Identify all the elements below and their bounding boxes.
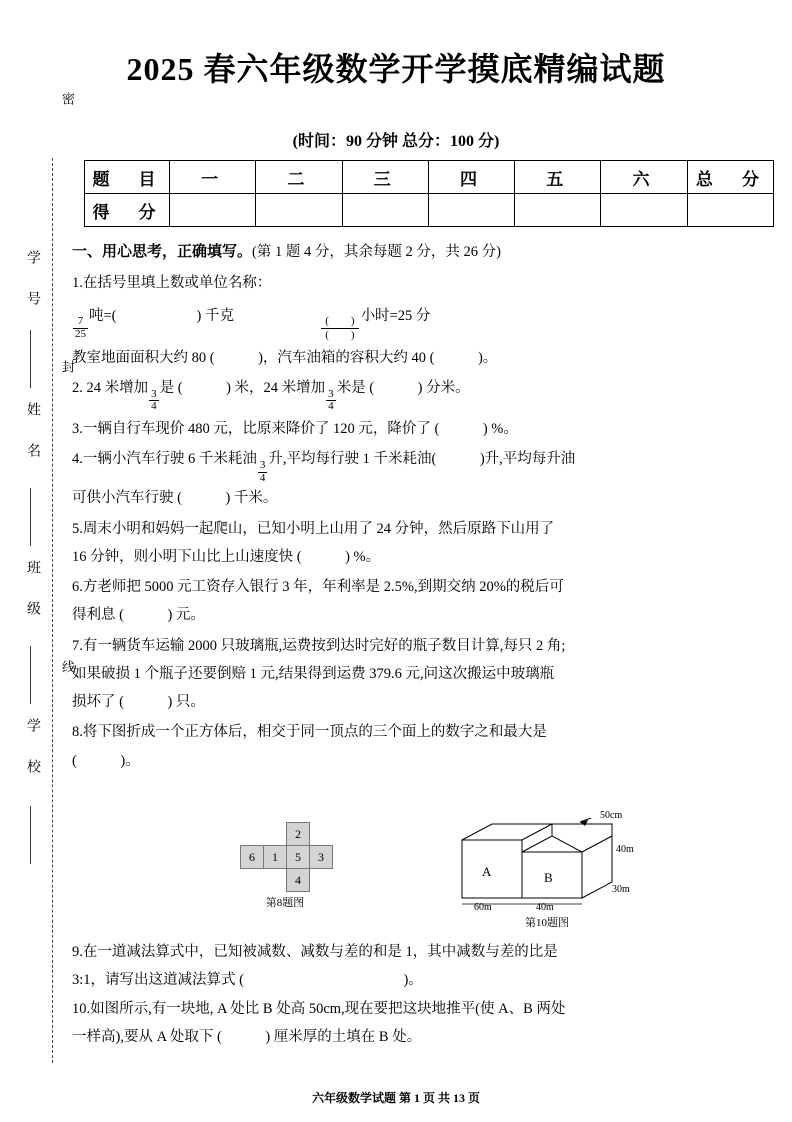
fraction-3-4: $\frac{3}{4}$ xyxy=(151,387,157,413)
table-row xyxy=(85,161,774,194)
net-cell-empty xyxy=(241,869,264,892)
seal-mark-xuehao: 学 号 xyxy=(25,250,40,311)
net-cell: 1 xyxy=(264,846,287,869)
figure-8-caption: 第8题图 xyxy=(265,897,305,909)
question-1-lead: 1.在括号里填上数或单位名称： xyxy=(72,275,272,292)
fraction-blank[interactable]: $\frac{( )}{( )}$ xyxy=(321,315,358,341)
table-row xyxy=(85,194,774,227)
question-body xyxy=(72,238,772,775)
q2-part3: 米是 ( ) 分米。 xyxy=(336,380,470,396)
seal-word-mi: 密 xyxy=(60,92,75,109)
table-row xyxy=(241,823,333,846)
q4-part2: 升,平均每行驶 1 千米耗油( )升,平均每升油 xyxy=(268,451,576,468)
q1-a-text: 吨=( xyxy=(89,307,117,324)
dim-40m-bottom: 40m xyxy=(536,902,554,913)
net-cell: 2 xyxy=(287,823,310,846)
score-value-cell[interactable] xyxy=(428,194,514,227)
question-1-items xyxy=(72,300,772,342)
seal-mark-xuexiao: 学 校 xyxy=(25,718,40,779)
score-header-cell: 一 xyxy=(170,161,256,194)
question-7-cont2: 损坏了 ( ) 只。 xyxy=(72,694,205,711)
dim-60m: 60m xyxy=(474,902,492,913)
question-5: 5.周末小明和妈妈一起爬山，已知小明上山用了 24 分钟，然后原路下山用了 xyxy=(72,520,555,537)
score-value-cell[interactable] xyxy=(170,194,256,227)
question-4 xyxy=(72,445,772,484)
question-7: 7.有一辆货车运输 2000 只玻璃瓶,运费按到达时完好的瓶子数目计算,每只 2 角; xyxy=(72,637,566,654)
q2-part1: 2. 24 米增加 xyxy=(72,380,149,396)
net-cell: 6 xyxy=(241,846,264,869)
question-4-cont: 可供小汽车行驶 ( ) 千米。 xyxy=(72,490,278,507)
label-a: A xyxy=(482,864,492,879)
section-1-heading: 一、用心思考，正确填写。 xyxy=(72,244,253,260)
label-b: B xyxy=(544,870,553,885)
net-cell-empty xyxy=(264,823,287,846)
net-cell-empty xyxy=(241,823,264,846)
score-header-cell: 六 xyxy=(601,161,687,194)
q4-part1: 4.一辆小汽车行驶 6 千米耗油 xyxy=(72,451,257,468)
score-header-cell: 四 xyxy=(428,161,514,194)
question-5-cont: 16 分钟，则小明下山比上山速度快 ( ) %。 xyxy=(72,548,381,565)
seal-mark-banji: 班 级 xyxy=(25,560,40,621)
question-6-cont: 得利息 ( ) 元。 xyxy=(72,607,205,624)
score-value-cell[interactable] xyxy=(342,194,428,227)
seal-dashed-line xyxy=(52,158,53,1063)
score-label-cell: 得 分 xyxy=(85,194,170,227)
fraction-3-4: $\frac{3}{4}$ xyxy=(328,387,334,413)
question-10: 10.如图所示,有一块地, A 处比 B 处高 50cm,现在要把这块地推平(使 A、B 两处 xyxy=(72,1000,566,1017)
score-value-cell[interactable] xyxy=(515,194,601,227)
figure-10-caption: 第10题图 xyxy=(525,917,569,929)
cube-net-figure xyxy=(240,822,333,909)
seal-word-xian: 线 xyxy=(60,660,75,677)
seal-word-feng: 封 xyxy=(60,360,75,377)
question-6: 6.方老师把 5000 元工资存入银行 3 年，年利率是 2.5%,到期交纳 20%的税后可 xyxy=(72,579,564,596)
question-10-cont: 一样高),要从 A 处取下 ( ) 厘米厚的土填在 B 处。 xyxy=(72,1028,422,1045)
question-7-cont1: 如果破损 1 个瓶子还要倒赔 1 元,结果得到运费 379.6 元,问这次搬运中玻璃瓶 xyxy=(72,665,555,682)
table-row xyxy=(241,846,333,869)
seal-column xyxy=(10,170,50,1050)
cube-net-grid xyxy=(240,822,333,892)
dim-40m: 40m xyxy=(616,844,634,855)
score-value-cell[interactable] xyxy=(601,194,687,227)
net-cell: 4 xyxy=(287,869,310,892)
question-9: 9.在一道减法算式中，已知被减数、减数与差的和是 1，其中减数与差的比是 xyxy=(72,944,558,960)
question-9-cont: 3:1，请写出这道减法算式 ( )。 xyxy=(72,972,423,989)
fraction-7-25: $\frac{7}{25}$ xyxy=(75,315,86,340)
q2-part2: 是 ( ) 米，24 米增加 xyxy=(159,380,326,396)
question-body-tail xyxy=(72,938,772,1051)
terrain-figure xyxy=(452,810,682,929)
score-table xyxy=(84,160,774,227)
score-header-cell: 三 xyxy=(342,161,428,194)
page-title: 2025 春六年级数学开学摸底精编试题 xyxy=(126,51,666,87)
score-value-cell[interactable] xyxy=(687,194,773,227)
score-header-cell: 二 xyxy=(256,161,342,194)
q1-a-unit: ) 千克 xyxy=(196,307,234,324)
seal-mark-xingming: 姓 名 xyxy=(25,402,40,463)
net-cell: 5 xyxy=(287,846,310,869)
score-header-cell: 总 分 xyxy=(687,161,773,194)
question-2 xyxy=(72,374,772,413)
score-header-cell: 题 目 xyxy=(85,161,170,194)
score-header-cell: 五 xyxy=(515,161,601,194)
net-cell-empty xyxy=(310,823,333,846)
question-1-c: 教室地面面积大约 80 ( )，汽车油箱的容积大约 40 ( )。 xyxy=(72,349,498,366)
question-3: 3.一辆自行车现价 480 元，比原来降价了 120 元，降价了 ( ) %。 xyxy=(72,421,518,438)
section-1-note: (第 1 题 4 分，其余每题 2 分，共 26 分) xyxy=(252,244,501,260)
page-footer: 六年级数学试题 第 1 页 共 13 页 xyxy=(311,1091,480,1105)
net-cell: 3 xyxy=(310,846,333,869)
figures-area xyxy=(72,810,772,932)
fraction-3-4: $\frac{3}{4}$ xyxy=(259,459,266,484)
question-8-cont: ( )。 xyxy=(72,752,140,769)
score-value-cell[interactable] xyxy=(256,194,342,227)
section-heading-line xyxy=(72,238,772,267)
exam-subtitle: (时间：90 分钟 总分：100 分) xyxy=(292,133,500,150)
question-8: 8.将下图折成一个正方体后，相交于同一顶点的三个面上的数字之和最大是 xyxy=(72,724,547,741)
net-cell-empty xyxy=(264,869,287,892)
net-cell-empty xyxy=(310,869,333,892)
table-row xyxy=(241,869,333,892)
q1-b-text: 小时=25 分 xyxy=(360,307,431,324)
dim-30m: 30m xyxy=(612,884,630,895)
dim-50cm: 50cm xyxy=(600,810,623,821)
